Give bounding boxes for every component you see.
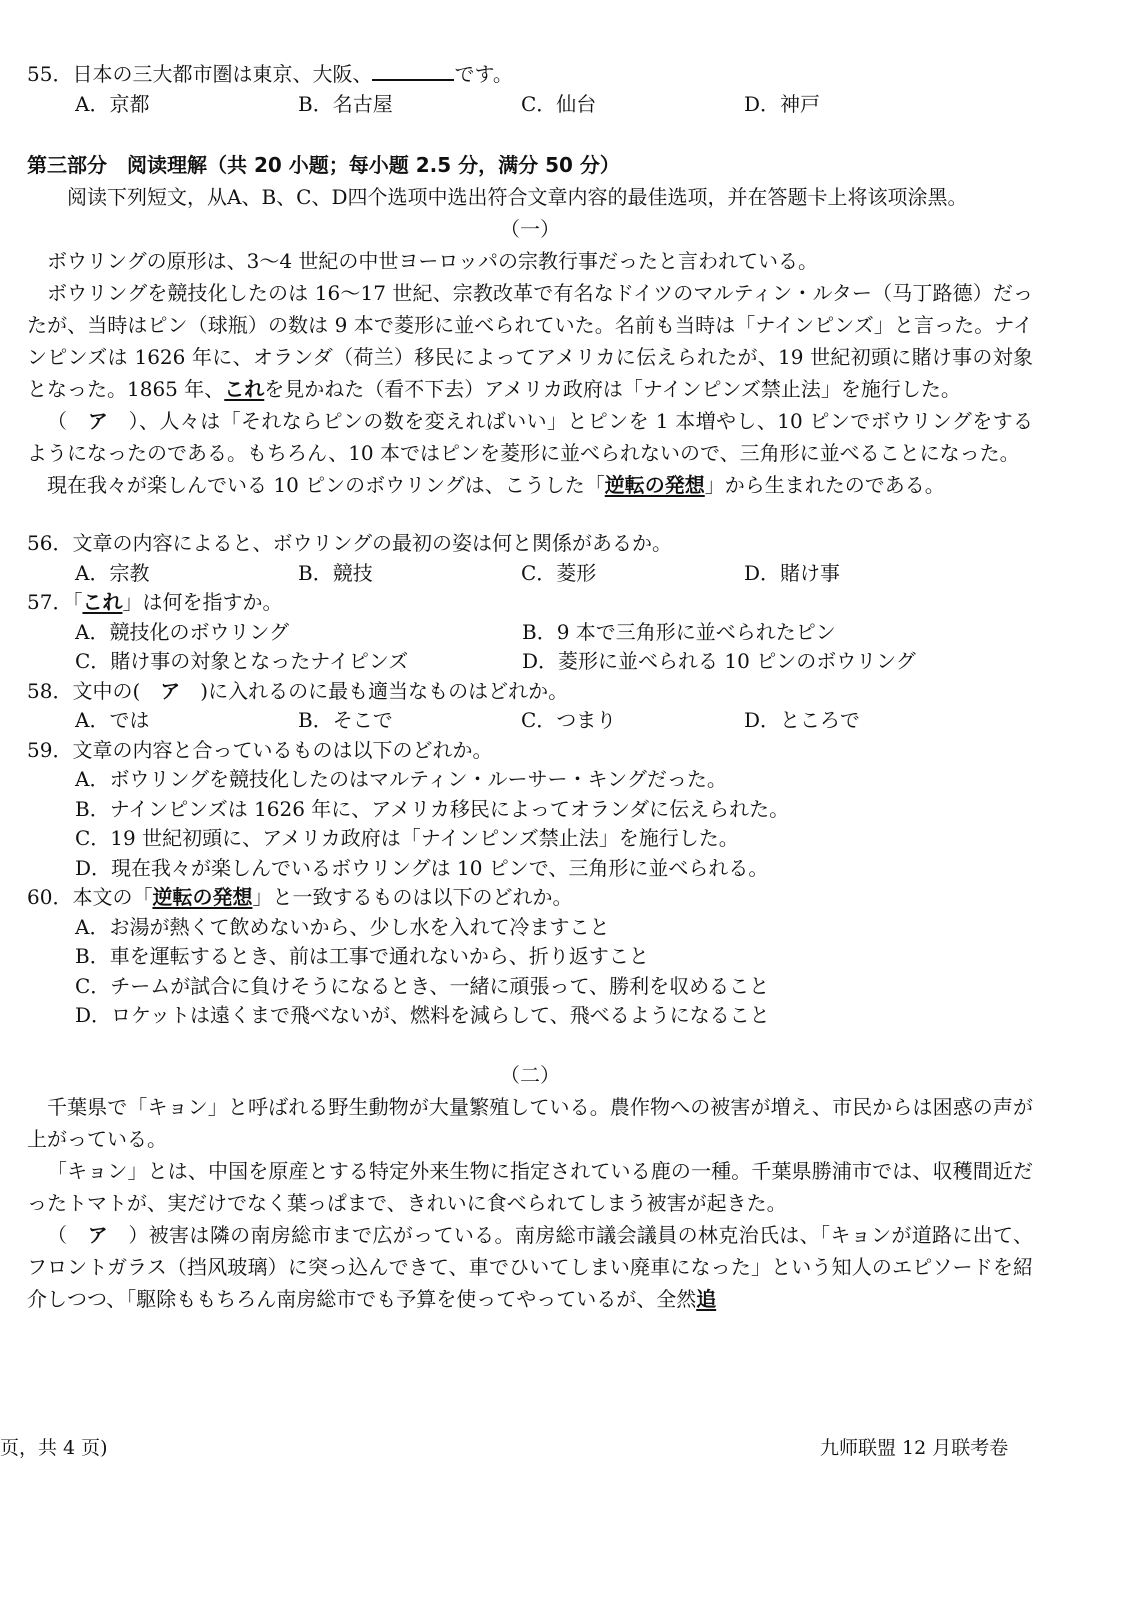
text-segment: )に入れるのに最も適当なものはどれか。 (180, 678, 569, 703)
question-stem: 59．文章の内容と合っているものは以下のどれか。 (27, 737, 493, 762)
underlined-emphasis: これ (224, 377, 265, 401)
option: A．競技化のボウリング (75, 619, 290, 644)
text-segment: 57．「 (27, 590, 83, 614)
option: A．ボウリングを競技化したのはマルティン・ルーサー・キングだった。 (75, 767, 727, 791)
questions (27, 529, 1033, 1031)
text-segment: を見かねた（看不下去）アメリカ政府は「ナインピンズ禁止法」を施行した。 (264, 377, 961, 401)
text-segment: 」から生まれたのである。 (704, 473, 945, 497)
option: B．9 本で三角形に並べられたピン (522, 619, 836, 644)
option: D．賭け事 (744, 560, 841, 585)
passage-1-label: （一） (500, 217, 560, 241)
paragraph (27, 405, 1033, 469)
blank-marker: ア (87, 409, 109, 433)
option-row (27, 972, 1033, 1002)
text-segment: 現在我々が楽しんでいる 10 ピンのボウリングは、こうした「 (47, 473, 605, 497)
option-row (27, 913, 1033, 943)
question-55 (27, 60, 1033, 90)
option: D．ところで (744, 708, 860, 732)
option: C．仙台 (521, 91, 597, 116)
text-segment: ボウリングを競技化したのは 16～17 世紀、宗教改革で有名なドイツのマルティン・ルター（马丁路德）だったが、当時はピン（球瓶）の数は 9 本で菱形に並べられていた。名前も当時は「ナインピンズ」と言った。ナインピンズは 1626 年に、オランダ（荷兰）移民によってアメリカに伝えられたが、19 世紀初頭に賭け事の対象となった。1865 年、 (27, 281, 1033, 401)
text-segment: 」は何を指すか。 (122, 590, 283, 614)
option: A．京都 (75, 91, 150, 116)
option: C．つまり (521, 708, 617, 732)
option: C．賭け事の対象となったナイピンズ (75, 649, 409, 673)
option: A．宗教 (75, 560, 150, 585)
question-55-options (27, 90, 1033, 120)
underlined-emphasis: 追 (696, 1286, 717, 1311)
passage-1 (27, 245, 1033, 501)
text-segment: （ (47, 1222, 88, 1247)
underlined-emphasis: これ (82, 590, 123, 614)
paragraph (27, 1091, 1033, 1155)
text-segment: （ (47, 409, 88, 433)
option: D．神戸 (744, 91, 821, 116)
text-segment: 千葉県で「キョン」と呼ばれる野生動物が大量繁殖している。農作物への被害が増え、市民からは困惑の声が上がっている。 (27, 1094, 1033, 1151)
option-row (27, 559, 1033, 589)
text-segment: 58．文中の( (27, 678, 161, 703)
option: C．19 世紀初頭に、アメリカ政府は「ナインピンズ禁止法」を施行した。 (75, 826, 739, 850)
instructions: 阅读下列短文，从A、B、C、D四个选项中选出符合文章内容的最佳选项，并在答题卡上将该项涂黑。 (67, 185, 968, 209)
option-row (27, 824, 1033, 854)
paragraph (27, 1155, 1033, 1219)
footer-exam-title: 九师联盟 12 月联考卷 (820, 1437, 1009, 1459)
paragraph (27, 1219, 1033, 1315)
exam-page (27, 60, 1033, 1315)
option: B．ナインピンズは 1626 年に、アメリカ移民によってオランダに伝えられた。 (75, 796, 790, 821)
section-heading: 第三部分 阅读理解（共 20 小题；每小题 2.5 分，满分 50 分） (27, 153, 620, 177)
option-row (27, 1001, 1033, 1031)
answer-blank (372, 61, 454, 81)
option: B．名古屋 (298, 91, 393, 116)
passage-2 (27, 1091, 1033, 1315)
paragraph (27, 469, 1033, 501)
text-segment: 「キョン」とは、中国を原産とする特定外来生物に指定されている鹿の一種。千葉県勝浦市では、収穫間近だったトマトが、実だけでなく葉っぱまで、きれいに食べられてしまう被害が起きた。 (27, 1158, 1033, 1215)
option-row (27, 647, 1033, 677)
text-segment: ボウリングの原形は、3～4 世紀の中世ヨーロッパの宗教行事だったと言われている。 (47, 249, 819, 273)
option: D．菱形に並べられる 10 ピンのボウリング (522, 649, 916, 673)
question-stem: 55．日本の三大都市圏は東京、大阪、 (27, 62, 373, 86)
paragraph (27, 245, 1033, 277)
option: D．現在我々が楽しんでいるボウリングは 10 ピンで、三角形に並べられる。 (75, 855, 769, 880)
option: B．そこで (298, 708, 393, 732)
footer-page-number: 页，共 4 页) (0, 1437, 108, 1459)
blank-marker: ア (87, 1222, 109, 1247)
text-segment: 」と一致するものは以下のどれか。 (252, 885, 573, 909)
option: A．では (75, 708, 150, 732)
option: B．車を運転するとき、前は工事で通れないから、折り返すこと (75, 944, 649, 968)
option: D．ロケットは遠くまで飛べないが、燃料を減らして、飛べるようになること (75, 1003, 770, 1027)
underlined-emphasis: 逆転の発想 (152, 885, 253, 909)
question-stem: 56．文章の内容によると、ボウリングの最初の姿は何と関係があるか。 (27, 531, 673, 555)
text-segment: 60．本文の「 (27, 885, 153, 909)
question-stem (27, 677, 1033, 707)
option-row (27, 854, 1033, 884)
underlined-emphasis: 逆転の発想 (604, 473, 705, 497)
option-row (27, 795, 1033, 825)
option: A．お湯が熱くて飲めないから、少し水を入れて冷ますこと (75, 914, 610, 939)
question-stem-end: です。 (454, 62, 513, 86)
option: B．競技 (298, 560, 373, 585)
option: C．菱形 (521, 560, 597, 585)
text-segment: ）、人々は「それならピンの数を変えればいい」とピンを 1 本増やし、10 ピンでボウリングをするようになったのである。もちろん、10 本ではピンを菱形に並べられないので、三角形に並べることになった。 (27, 409, 1034, 465)
option-row (27, 618, 1033, 648)
option-row (27, 706, 1033, 736)
option: C．チームが試合に負けそうになるとき、一緒に頑張って、勝利を収めること (75, 973, 770, 998)
question-stem (27, 588, 1033, 618)
paragraph (27, 277, 1033, 405)
question-stem (27, 883, 1033, 913)
text-segment: ）被害は隣の南房総市まで広がっている。南房総市議会議員の林克治氏は、「キョンが道路に出て、フロントガラス（挡风玻璃）に突っ込んできて、車でひいてしまい廃車になった」という知人のエピソードを紹介しつつ、「駆除ももちろん南房総市でも予算を使ってやっているが、全然 (27, 1222, 1033, 1311)
blank-marker: ア (160, 678, 181, 703)
option-row (27, 765, 1033, 795)
passage-2-label: （二） (500, 1062, 560, 1087)
option-row (27, 942, 1033, 972)
